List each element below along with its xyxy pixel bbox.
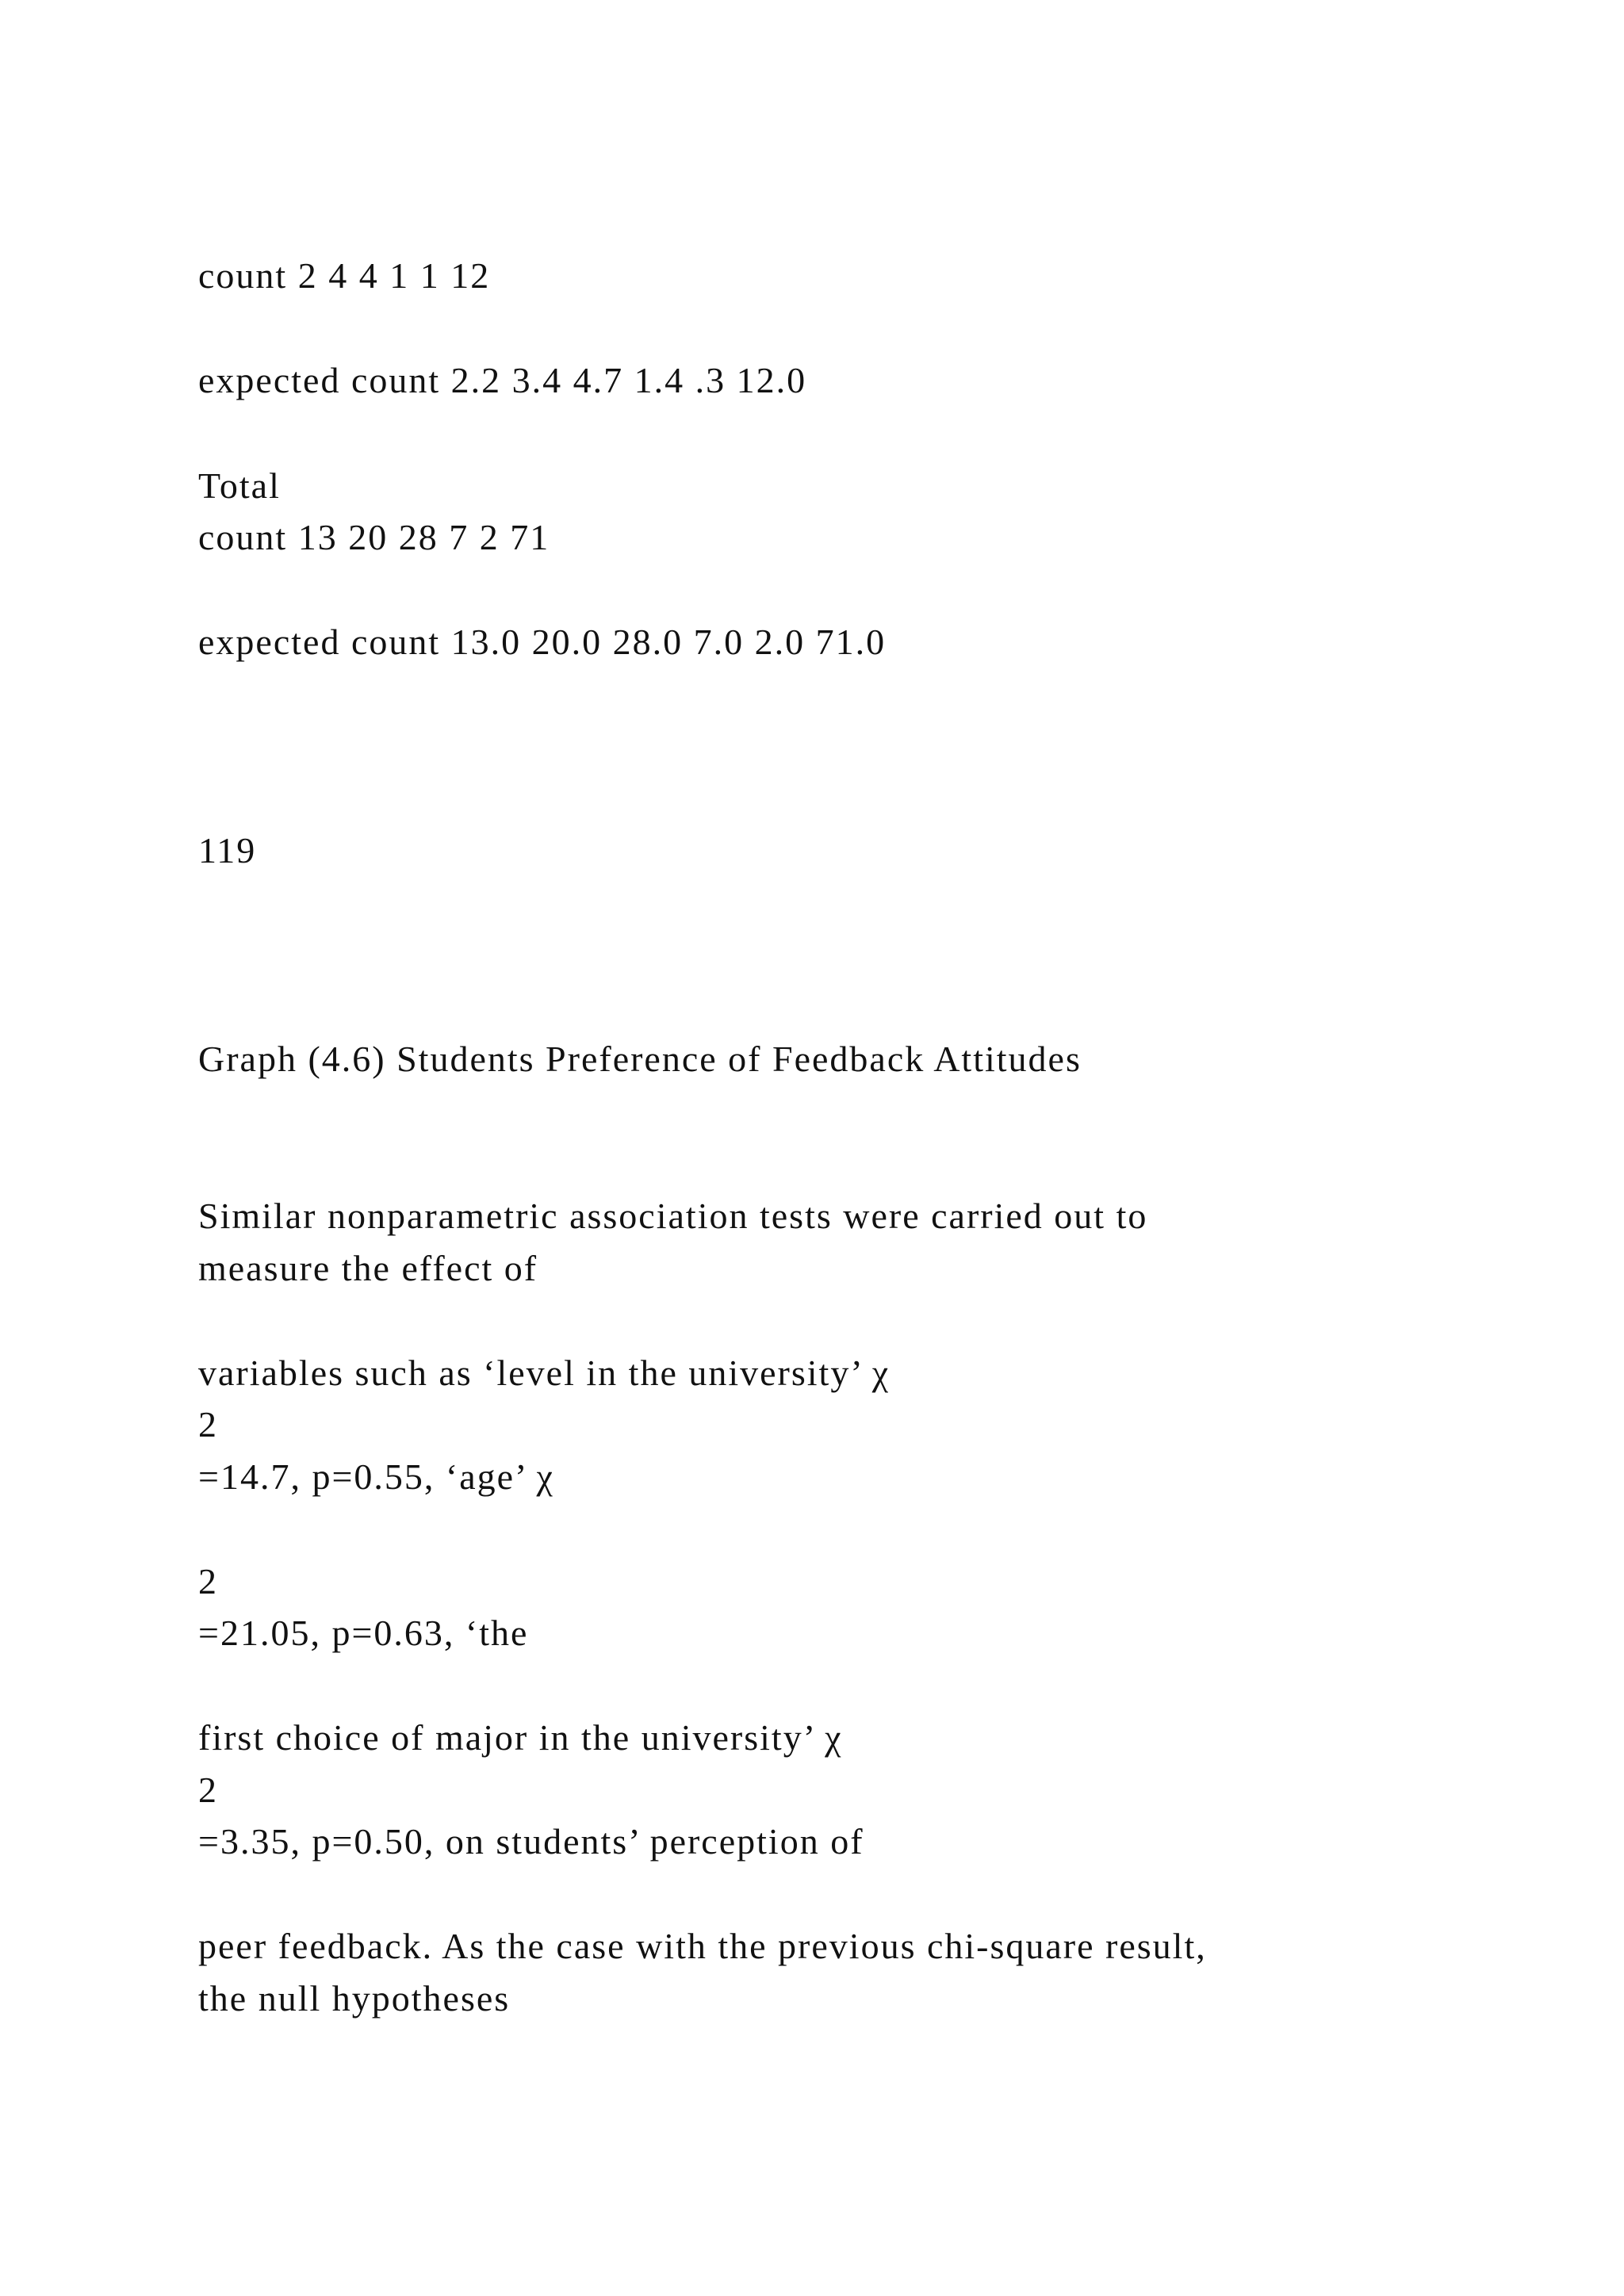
table-row-total-expected-count: expected count 13.0 20.0 28.0 7.0 2.0 71.0 bbox=[198, 622, 887, 662]
paragraph-line: =21.05, p=0.63, ‘the bbox=[198, 1613, 529, 1653]
paragraph-line: =14.7, p=0.55, ‘age’ χ bbox=[198, 1456, 554, 1497]
paragraph-line: =3.35, p=0.50, on students’ perception of bbox=[198, 1821, 864, 1862]
superscript-line: 2 bbox=[198, 1404, 218, 1445]
page-number: 119 bbox=[198, 830, 257, 871]
paragraph-line: the null hypotheses bbox=[198, 1978, 511, 2019]
paragraph-line: first choice of major in the university’ χ bbox=[198, 1717, 843, 1758]
table-row-total-label: Total bbox=[198, 465, 281, 506]
paragraph-line: Similar nonparametric association tests were carried out to bbox=[198, 1196, 1148, 1236]
table-row-count: count 2 4 4 1 1 12 bbox=[198, 255, 491, 296]
superscript-line: 2 bbox=[198, 1770, 218, 1810]
superscript-line: 2 bbox=[198, 1561, 218, 1601]
paragraph-line: measure the effect of bbox=[198, 1248, 538, 1288]
table-row-total-count: count 13 20 28 7 2 71 bbox=[198, 517, 550, 557]
table-row-expected-count: expected count 2.2 3.4 4.7 1.4 .3 12.0 bbox=[198, 360, 807, 400]
paragraph-line: variables such as ‘level in the university’ χ bbox=[198, 1353, 891, 1393]
paragraph-line: peer feedback. As the case with the previous chi-square result, bbox=[198, 1926, 1207, 1966]
graph-caption: Graph (4.6) Students Preference of Feedback Attitudes bbox=[198, 1039, 1082, 1079]
